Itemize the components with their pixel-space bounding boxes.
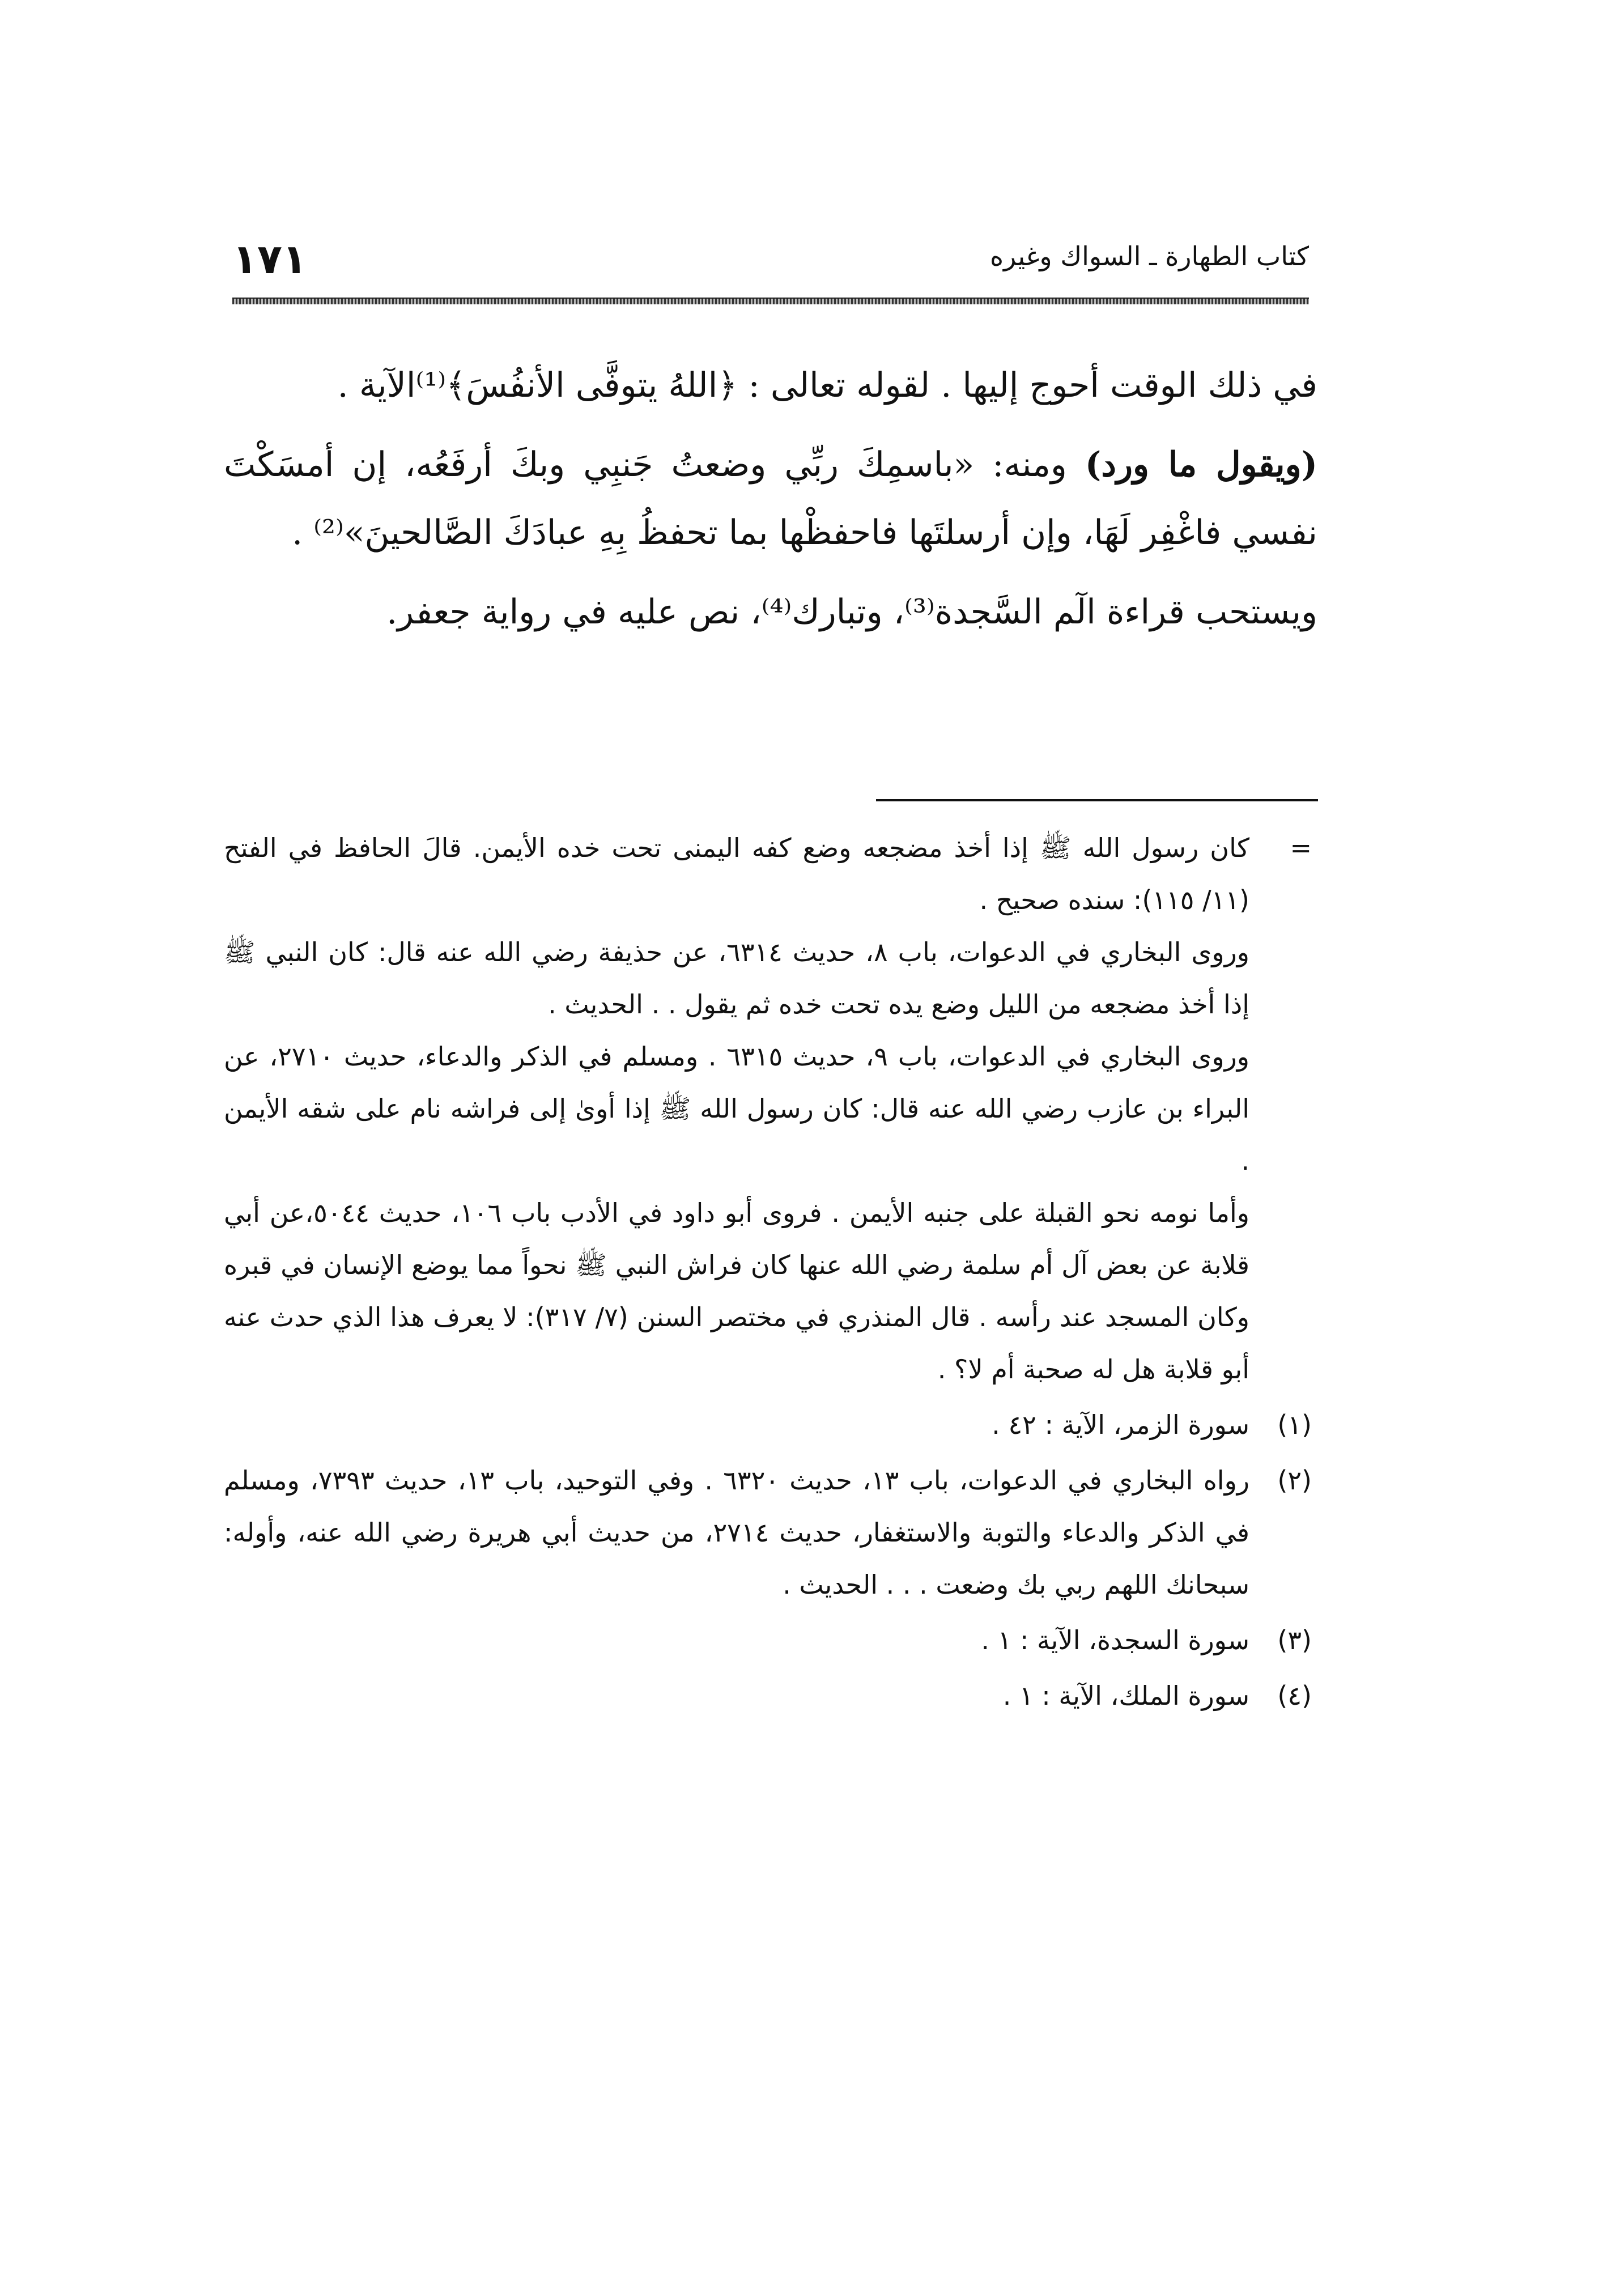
footnote-item [224,1670,1317,1722]
footnote-item [224,1454,1317,1611]
page-header [232,235,1309,298]
running-title: كتاب الطهارة ـ السواك وغيره [989,241,1309,271]
page-number: ١٧١ [232,235,307,283]
footnote-item [224,1399,1317,1451]
footnote-marker: (٢) [1277,1465,1312,1496]
footnote-marker: (١) [1277,1409,1312,1440]
footnote-paragraph: وروى البخاري في الدعوات، باب ٨، حديث ٦٣١٤، عن حذيفة رضي الله عنه قال: كان النبي ﷺ إذا أخذ مضجعه من الليل وضع يده تحت خده ثم يقول . . الحديث . [224,937,1249,1020]
footnote-text: سورة الزمر، الآية : ٤٢ . [992,1409,1249,1440]
supplication-text: باسمِكَ ربِّي وضعتُ جَنبِي وبكَ أرفَعُه، إن أمسَكْتَ نفسي فاغْفِر لَهَا، وإن أرسلتَها فاحفظْها بما تحفظُ بِهِ عبادَكَ الصَّالحينَ»⁽²⁾ . [224,445,1317,553]
footnote-paragraph: وأما نومه نحو القبلة على جنبه الأيمن . فروى أبو داود في الأدب باب ١٠٦، حديث ٥٠٤٤،عن أبي قلابة عن بعض آل أم سلمة رضي الله عنها كان فراش النبي ﷺ نحواً مما يوضع الإنسان في قبره وكان المسجد عند رأسه . قال المنذري في مختصر السنن (٧/ ٣١٧): لا يعرف هذا الذي حدث عنه أبو قلابة هل له صحبة أم لا؟ . [224,1198,1250,1385]
footnote-continuation [224,822,1317,1395]
footnote-text: سورة الملك، الآية : ١ . [1002,1680,1249,1711]
footnote-marker: (٣) [1277,1625,1312,1655]
footnote-item [224,1614,1317,1666]
bold-lead: (ويقول ما ورد) [1085,445,1317,485]
footnotes [224,822,1317,1725]
footnote-text: رواه البخاري في الدعوات، باب ١٣، حديث ٦٣٢٠ . وفي التوحيد، باب ١٣، حديث ٧٣٩٣، ومسلم في الذكر والدعاء والتوبة والاستغفار، حديث ٢٧١٤، من حديث أبي هريرة رضي الله عنه، وأوله: سبحانك اللهم ربي بك وضعت . . . الحديث . [224,1465,1250,1600]
footnote-text: سورة السجدة، الآية : ١ . [981,1625,1249,1655]
footnote-paragraph: كان رسول الله ﷺ إذا أخذ مضجعه وضع كفه اليمنى تحت خده الأيمن. قالَ الحافظ في الفتح (١١/ ١١٥): سنده صحيح . [224,833,1249,915]
main-text [224,351,1317,657]
main-paragraph [224,431,1317,567]
footnote-paragraph: وروى البخاري في الدعوات، باب ٩، حديث ٦٣١٥ . ومسلم في الذكر والدعاء، حديث ٢٧١٠، عن البراء بن عازب رضي الله عنه قال: كان رسول الله ﷺ إذا أوىٰ إلى فراشه نام على شقه الأيمن . [224,1041,1249,1176]
header-divider [232,298,1309,304]
main-paragraph: ويستحب قراءة الٓم السَّجدة⁽³⁾، وتبارك⁽⁴⁾، نص عليه في رواية جعفر. [386,592,1317,632]
footnote-marker: (٤) [1277,1680,1312,1711]
footnote-marker: = [1290,833,1312,863]
footnote-divider [876,799,1318,801]
main-paragraph: في ذلك الوقت أحوج إليها . لقوله تعالى : ﴿اللهُ يتوفَّى الأنفُسَ﴾⁽¹⁾الآية . [337,366,1317,405]
footnote-body [224,822,1249,1395]
lead-rest: ومنه: « [953,445,1085,485]
